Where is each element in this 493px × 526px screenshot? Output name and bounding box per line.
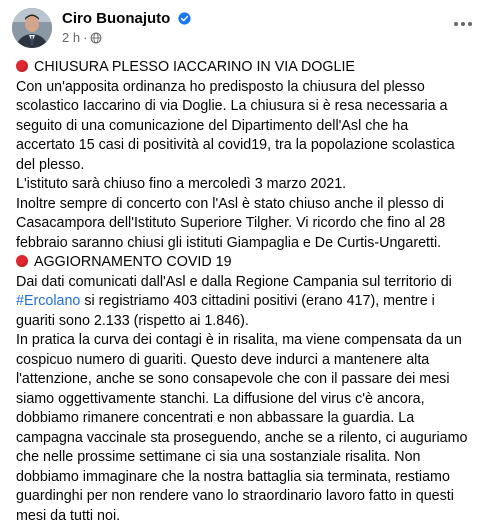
text-line: cospicuo numero di guariti. Questo deve indurci a mantenere alta — [16, 351, 486, 371]
meta-separator: · — [83, 30, 87, 45]
text-line: del plesso. — [16, 156, 486, 176]
post-meta — [62, 30, 102, 45]
red-circle-icon — [16, 60, 28, 72]
verified-badge-icon — [178, 12, 191, 25]
text-fragment: si registriamo 403 cittadini positivi (erano 417), mentre i — [80, 293, 434, 309]
text-line: L'istituto sarà chiuso fino a mercoledì 3 marzo 2021. — [16, 175, 486, 195]
heading-line — [16, 58, 486, 78]
text-line — [16, 292, 486, 312]
text-line: Casacampora dell'Istituto Superiore Tilgher. Vi ricordo che fino al 28 — [16, 214, 486, 234]
text-line: Inoltre sempre di concerto con l'Asl è stato chiuso anche il plesso di — [16, 195, 486, 215]
red-circle-icon — [16, 255, 28, 267]
globe-icon — [90, 32, 102, 44]
text-line: mesi da tutti noi. — [16, 507, 486, 526]
text-line: Dai dati comunicati dall'Asl e dalla Regione Campania sul territorio di — [16, 273, 486, 293]
author-avatar[interactable] — [12, 8, 52, 48]
text-line: siamo oggettivamente stanchi. La diffusione del virus c'è ancora, — [16, 390, 486, 410]
text-line: febbraio saranno chiusi gli istituti Giampaglia e De Curtis-Ungaretti. — [16, 234, 486, 254]
post-body — [16, 58, 486, 526]
text-line: scolastico Iaccarino di via Doglie. La chiusura si è resa necessaria a — [16, 97, 486, 117]
hashtag-link[interactable]: #Ercolano — [16, 293, 80, 309]
text-line: dobbiamo immaginare che la nostra battaglia sia terminata, restiamo — [16, 468, 486, 488]
text-line: campagna vaccinale sta proseguendo, anche se a rilento, ci auguriamo — [16, 429, 486, 449]
text-line: seguito di una comunicazione del Dipartimento dell'Asl che ha — [16, 117, 486, 137]
text-line: In pratica la curva dei contagi è in risalita, ma viene compensata da un — [16, 331, 486, 351]
post-time[interactable]: 2 h — [62, 30, 80, 45]
text-line: guariti sono 2.133 (rispetto ai 1.846). — [16, 312, 486, 332]
text-line: accertato 15 casi di positività al covid19, tra la popolazione scolastica — [16, 136, 486, 156]
author-name[interactable]: Ciro Buonajuto — [62, 10, 170, 27]
text-line: dobbiamo rimanere concentrati e non abbassare la guardia. La — [16, 409, 486, 429]
more-options-icon[interactable] — [448, 14, 478, 34]
heading-covid-update: AGGIORNAMENTO COVID 19 — [34, 254, 232, 270]
post-header — [12, 4, 482, 50]
heading-closure: CHIUSURA PLESSO IACCARINO IN VIA DOGLIE — [34, 59, 355, 75]
text-line: Con un'apposita ordinanza ho predisposto la chiusura del plesso — [16, 78, 486, 98]
heading-line — [16, 253, 486, 273]
text-line: l'attenzione, anche se sono consapevole che con il passare dei mesi — [16, 370, 486, 390]
text-line: che nelle prossime settimane ci sia una sostanziale risalita. Non — [16, 448, 486, 468]
text-line: guardinghi per non rendere vano lo straordinario lavoro fatto in questi — [16, 487, 486, 507]
avatar-photo-icon — [12, 8, 52, 48]
